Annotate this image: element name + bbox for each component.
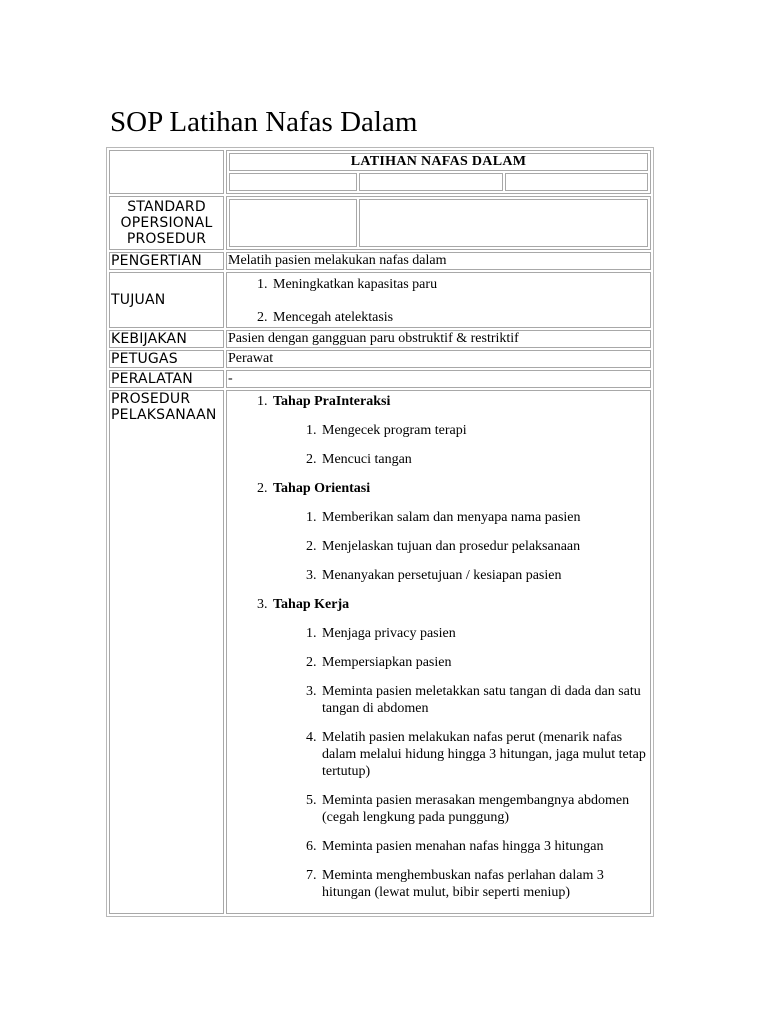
procedure-name: LATIHAN NAFAS DALAM: [229, 153, 648, 171]
tujuan-list: [227, 276, 649, 326]
list-item: 3. Meminta pasien meletakkan satu tangan di dada dan satu tangan di abdomen: [320, 683, 649, 717]
peralatan-value: -: [226, 370, 651, 388]
prosedur-value: [226, 390, 651, 914]
header-inner-table: [227, 151, 650, 193]
list-item: 2. Menjelaskan tujuan dan prosedur pelaksanaan: [320, 538, 649, 555]
list-item: 2. Mencegah atelektasis: [271, 309, 649, 326]
logo-cell: [109, 150, 224, 194]
tujuan-row: [109, 272, 651, 328]
list-item: 5. Meminta pasien merasakan mengembangnya abdomen (cegah lengkung pada punggung): [320, 792, 649, 826]
stage-title: 1. Tahap PraInteraksi: [273, 394, 391, 409]
revision-cell: [359, 173, 503, 191]
stage-praInteraksi: [271, 393, 649, 468]
kebijakan-label: KEBIJAKAN: [109, 330, 224, 348]
header-row: [109, 150, 651, 194]
list-item: 3. Menanyakan persetujuan / kesiapan pasien: [320, 567, 649, 584]
list-item: 1. Meningkatkan kapasitas paru: [271, 276, 649, 293]
list-item: 1. Mengecek program terapi: [320, 422, 649, 439]
sop-label-row: [109, 196, 651, 250]
stage-list: [227, 393, 649, 901]
sop-label: STANDARD OPERSIONAL PROSEDUR: [109, 196, 224, 250]
list-item: 4. Melatih pasien melakukan nafas perut (menarik nafas dalam melalui hidung hingga 3 hitungan, jaga mulut tetap tertutup): [320, 729, 649, 780]
peralatan-label: PERALATAN: [109, 370, 224, 388]
header-info-cell: [226, 150, 651, 194]
step-list: [273, 625, 649, 901]
pengertian-value: Melatih pasien melakukan nafas dalam: [226, 252, 651, 270]
stage-title: 2. Tahap Orientasi: [273, 481, 371, 496]
prosedur-row: [109, 390, 651, 914]
pengertian-label: PENGERTIAN: [109, 252, 224, 270]
page-title: SOP Latihan Nafas Dalam: [110, 106, 418, 138]
list-item: 1. Memberikan salam dan menyapa nama pasien: [320, 509, 649, 526]
tujuan-value: [226, 272, 651, 328]
approval-cell: [359, 199, 648, 247]
petugas-row: [109, 350, 651, 368]
list-item: 2. Mencuci tangan: [320, 451, 649, 468]
sop-inner-table: [227, 197, 650, 249]
page-cell: [505, 173, 648, 191]
issue-date-cell: [229, 199, 357, 247]
list-item: 2. Mempersiapkan pasien: [320, 654, 649, 671]
stage-title: 3. Tahap Kerja: [273, 597, 350, 612]
pengertian-row: [109, 252, 651, 270]
prosedur-label: PROSEDUR PELAKSANAAN: [109, 390, 224, 914]
stage-kerja: [271, 596, 649, 901]
step-list: [273, 509, 649, 584]
sop-info-cell: [226, 196, 651, 250]
peralatan-row: [109, 370, 651, 388]
kebijakan-value: Pasien dengan gangguan paru obstruktif & restriktif: [226, 330, 651, 348]
list-item: 1. Menjaga privacy pasien: [320, 625, 649, 642]
stage-orientasi: [271, 480, 649, 584]
petugas-label: PETUGAS: [109, 350, 224, 368]
petugas-value: Perawat: [226, 350, 651, 368]
list-item: 6. Meminta pasien menahan nafas hingga 3 hitungan: [320, 838, 649, 855]
kebijakan-row: [109, 330, 651, 348]
step-list: [273, 422, 649, 468]
tujuan-label: TUJUAN: [109, 272, 224, 328]
list-item: 7. Meminta menghembuskan nafas perlahan dalam 3 hitungan (lewat mulut, bibir seperti meniup): [320, 867, 649, 901]
doc-number-cell: [229, 173, 357, 191]
sop-table: [106, 147, 654, 917]
